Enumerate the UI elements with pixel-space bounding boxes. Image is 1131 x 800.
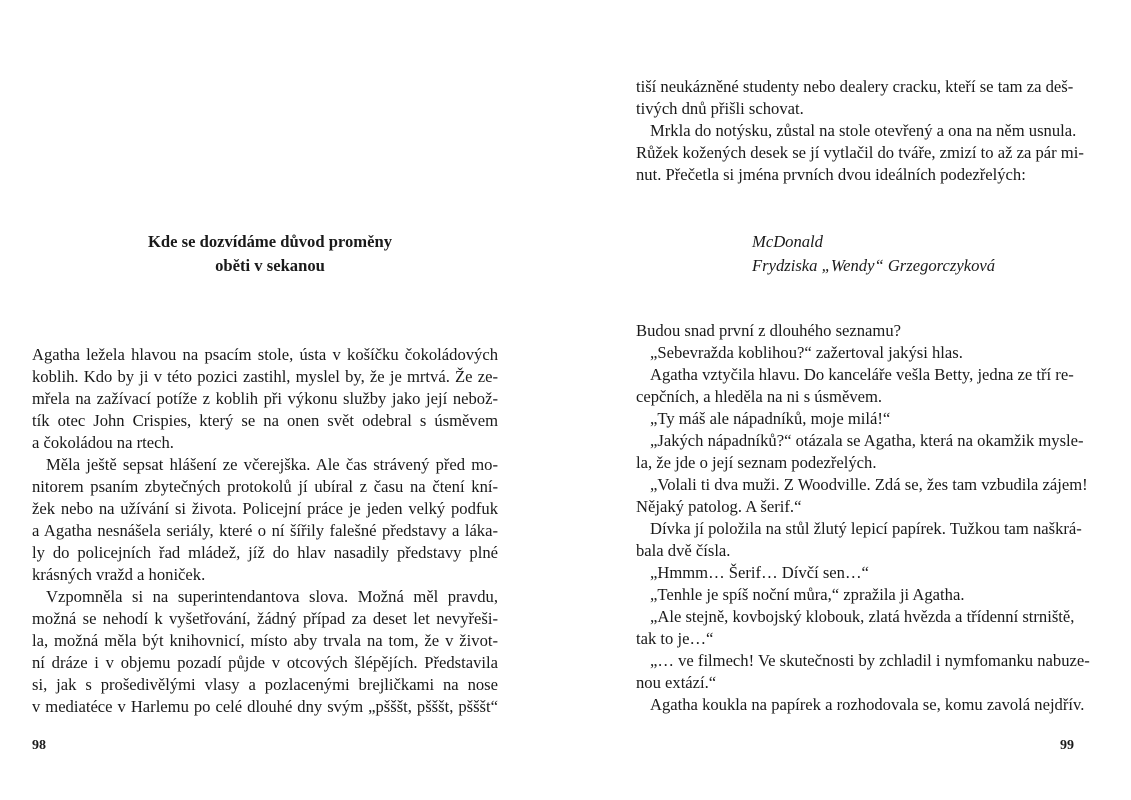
text-line: krásných vražd a honiček. bbox=[32, 565, 206, 584]
text-line: „… ve filmech! Ve skutečnosti by zchladil i nymfomanku nabuze- bbox=[650, 651, 1090, 670]
text-line: bala dvě čísla. bbox=[636, 541, 731, 560]
text-line: „Hmmm… Šerif… Dívčí sen…“ bbox=[650, 563, 869, 582]
suspect-name: McDonald bbox=[752, 232, 823, 251]
text-line: tík otec John Crispies, který se na onen svět odebral s úsměvem bbox=[32, 411, 498, 430]
right-body-text bbox=[636, 320, 1090, 716]
text-line: la, že jde o její seznam podezřelých. bbox=[636, 453, 877, 472]
chapter-title bbox=[60, 230, 480, 278]
suspect-list bbox=[752, 230, 995, 278]
text-line: „Tenhle je spíš noční můra,“ zpražila ji Agatha. bbox=[650, 585, 965, 604]
text-line: tivých dnů přišli schovat. bbox=[636, 99, 804, 118]
text-line: Růžek kožených desek se jí vytlačil do tváře, zmizí to až za pár mi- bbox=[636, 143, 1084, 162]
right-top-text bbox=[636, 76, 1084, 186]
text-line: tak to je…“ bbox=[636, 629, 714, 648]
text-line: Měla ještě sepsat hlášení ze včerejška. Ale čas strávený před mo- bbox=[46, 455, 498, 474]
text-line: Mrkla do notýsku, zůstal na stole otevřený a ona na něm usnula. bbox=[650, 121, 1077, 140]
text-line: Agatha ležela hlavou na psacím stole, ústa v košíčku čokoládových bbox=[32, 345, 498, 364]
text-line: Budou snad první z dlouhého seznamu? bbox=[636, 321, 901, 340]
text-line: „Volali ti dva muži. Z Woodville. Zdá se, žes tam vzbudila zájem! bbox=[650, 475, 1088, 494]
text-line: nitorem psaním zbytečných protokolů jí ubíral z času na čtení kní- bbox=[32, 477, 498, 496]
left-body-text bbox=[32, 344, 498, 718]
chapter-title-line: Kde se dozvídáme důvod proměny bbox=[147, 232, 392, 251]
text-line: žek nebo na užívání si života. Policejní práce je jeden velký podfuk bbox=[32, 499, 498, 518]
text-line: Nějaký patolog. A šerif.“ bbox=[636, 497, 802, 516]
text-line: „Sebevražda koblihou?“ zažertoval jakýsi hlas. bbox=[650, 343, 963, 362]
text-line: „Jakých nápadníků?“ otázala se Agatha, která na okamžik mysle- bbox=[650, 431, 1084, 450]
text-line: „Ty máš ale nápadníků, moje milá!“ bbox=[650, 409, 891, 428]
page-number: 98 bbox=[32, 738, 46, 753]
page-number: 99 bbox=[1060, 738, 1074, 753]
text-line: nou extází.“ bbox=[636, 673, 717, 692]
text-line: tiší neukázněné studenty nebo dealery cracku, kteří se tam za deš- bbox=[636, 77, 1074, 96]
text-line: možná se nehodí k vyšetřování, žádný případ za deset let nevyřeši- bbox=[32, 609, 498, 628]
text-line: si, jak s prošedivělými vlasy a pozlacenými brejličkami na nose bbox=[32, 675, 498, 694]
text-line: a čokoládou na rtech. bbox=[32, 433, 174, 452]
text-line: koblih. Kdo by ji v této pozici zastihl, myslel by, že je mrtvá. Že ze- bbox=[32, 367, 498, 386]
text-line: ní dráze i v objemu pozadí půjde v otcových šlépějích. Představila bbox=[32, 653, 498, 672]
text-line: mřela na zažívací potíže z koblih při výkonu služby jako její nebož- bbox=[32, 389, 498, 408]
text-line: v mediatéce v Harlemu po celé dlouhé dny svým „pšššt, pšššt, pšššt“ bbox=[32, 697, 498, 716]
text-line: „Ale stejně, kovbojský klobouk, zlatá hvězda a třídenní strniště, bbox=[650, 607, 1075, 626]
suspect-name: Frydziska „Wendy“ Grzegorczyková bbox=[752, 256, 996, 275]
text-line: Dívka jí položila na stůl žlutý lepicí papírek. Tužkou tam naškrá- bbox=[650, 519, 1082, 538]
text-line: nut. Přečetla si jména prvních dvou ideálních podezřelých: bbox=[636, 165, 1026, 184]
text-line: Vzpomněla si na superintendantova slova. Možná měl pravdu, bbox=[46, 587, 498, 606]
right-page bbox=[566, 0, 1131, 800]
text-line: Agatha koukla na papírek a rozhodovala se, komu zavolá nejdřív. bbox=[650, 695, 1085, 714]
text-line: a Agatha nesnášela seriály, které o ní šířily falešné představy a láka- bbox=[32, 521, 498, 540]
text-line: la, možná měla být knihovnicí, místo aby trvala na tom, že v život- bbox=[32, 631, 498, 650]
text-line: ly do policejních řad mládež, jíž do hlav nasadily představy plné bbox=[32, 543, 498, 562]
text-line: cepčních, a hleděla na ni s úsměvem. bbox=[636, 387, 883, 406]
chapter-title-line: oběti v sekanou bbox=[215, 256, 325, 275]
left-page bbox=[0, 0, 565, 800]
text-line: Agatha vztyčila hlavu. Do kanceláře vešla Betty, jedna ze tří re- bbox=[650, 365, 1074, 384]
